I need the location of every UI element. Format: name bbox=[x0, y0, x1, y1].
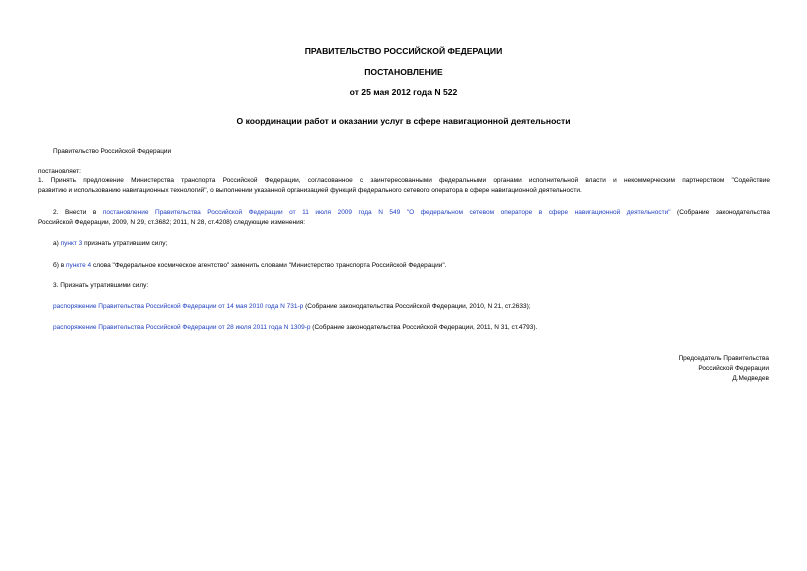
paragraph-2-prefix: 2. Внести в bbox=[53, 209, 103, 216]
item-a bbox=[53, 239, 167, 248]
paragraph-2-suffix: (Собрание законодательства bbox=[670, 209, 770, 216]
document-title: О координации работ и оказании услуг в сфере навигационной деятельности bbox=[236, 116, 571, 126]
signature-name: Д.Медведев bbox=[732, 375, 769, 382]
paragraph-2-line-2: Российской Федерации, 2009, N 29, ст.3682; 2011, N 28, ст.4208) следующие изменения: bbox=[38, 219, 306, 226]
item-a-prefix: а) bbox=[53, 240, 61, 247]
signature-body: Российской Федерации bbox=[698, 365, 769, 372]
repealed-item-1-suffix: (Собрание законодательства Российской Федерации, 2010, N 21, ст.2633); bbox=[303, 303, 531, 310]
item-b bbox=[53, 261, 447, 270]
government-heading: ПРАВИТЕЛЬСТВО РОССИЙСКОЙ ФЕДЕРАЦИИ bbox=[304, 46, 503, 56]
paragraph-1-line-2: развитию и использованию навигационных технологий", о выполнении указанной организацией функций федерального сетевого оператора в сфере навигационной деятельности. bbox=[38, 187, 582, 194]
paragraph-1-line-1: 1. Принять предложение Министерства транспорта Российской Федерации, согласованное с заинтересованными федеральными органами исполнительной власти и некоммерческим партнерством "Содействие bbox=[38, 177, 770, 184]
item-a-suffix: признать утратившим силу; bbox=[82, 240, 168, 247]
resolves-text: постановляет: bbox=[38, 168, 81, 175]
repealed-item-1 bbox=[53, 302, 531, 311]
intro-text: Правительство Российской Федерации bbox=[53, 148, 172, 155]
document-type: ПОСТАНОВЛЕНИЕ bbox=[364, 67, 443, 77]
document-date-number: от 25 мая 2012 года N 522 bbox=[349, 87, 458, 97]
item-b-prefix: б) в bbox=[53, 262, 66, 269]
order-731-link[interactable]: распоряжение Правительства Российской Федерации от 14 мая 2010 года N 731-р bbox=[53, 303, 304, 310]
order-1309-link[interactable]: распоряжение Правительства Российской Федерации от 28 июля 2011 года N 1309-р bbox=[53, 324, 311, 331]
signature-position: Председатель Правительства bbox=[678, 355, 769, 362]
item-b-suffix: слова "Федеральное космическое агентство" заменить словами "Министерство транспорта Российской Федерации". bbox=[91, 262, 447, 269]
repealed-item-2-suffix: (Собрание законодательства Российской Федерации, 2011, N 31, ст.4793). bbox=[310, 324, 538, 331]
clause-4-link[interactable]: пункте 4 bbox=[65, 262, 92, 269]
resolution-549-link[interactable]: постановление Правительства Российской Федерации от 11 июля 2009 года N 549 "О федеральном сетевом операторе в сфере навигационной деятельности" bbox=[102, 209, 671, 216]
clause-3-link[interactable]: пункт 3 bbox=[60, 240, 83, 247]
paragraph-3: 3. Признать утратившими силу: bbox=[53, 282, 149, 289]
repealed-item-2 bbox=[53, 323, 537, 332]
